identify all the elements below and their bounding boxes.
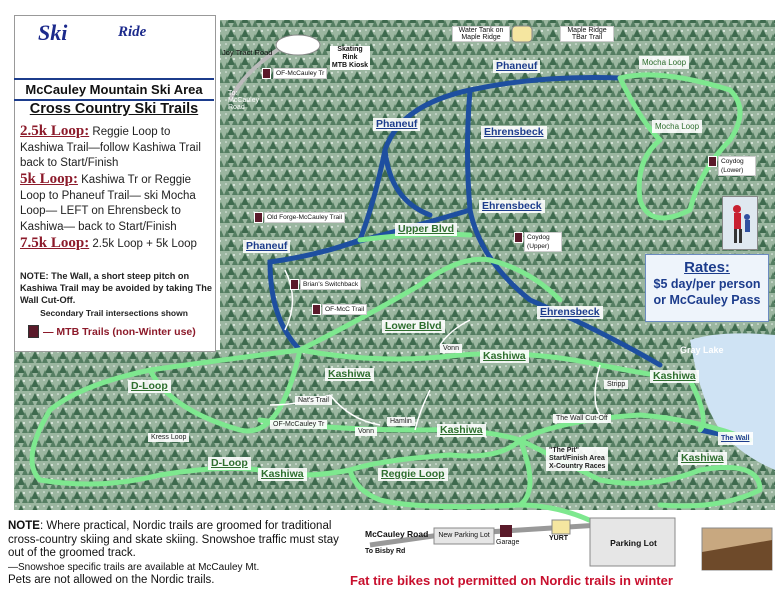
mtb-old-forge: Old Forge-McCauley Trail: [264, 212, 345, 223]
label-hamlin: Hamlin: [387, 417, 415, 426]
note-line3: Pets are not allowed on the Nordic trails.: [8, 574, 215, 586]
garage-shape: [500, 525, 512, 537]
label-new-parking: New Parking Lot: [438, 532, 490, 539]
label-yurt: YURT: [549, 535, 569, 542]
label-of-mccauley-tr: OF-McCauley Tr: [270, 420, 327, 429]
label-stripp: Stripp: [604, 380, 628, 389]
mtb-brians: Brian's Switchback: [300, 279, 361, 290]
loop-desc: Reggie Loop to Kashiwa Trail—follow Kashiwa Trail back to Start/Finish: [20, 126, 201, 169]
section-title: Cross Country Ski Trails: [29, 101, 199, 117]
label-nats-trail: Nat's Trail: [295, 396, 332, 405]
label-kashiwa-6: Kashiwa: [258, 468, 307, 481]
loop-2-5k: [20, 124, 210, 172]
note-label: NOTE: [8, 520, 40, 532]
label-mccauley-road: McCauley Road: [365, 529, 429, 539]
label-maple-ridge: Maple Ridge TBar Trail: [560, 26, 614, 42]
x-country-races: X-Country Races: [549, 463, 606, 470]
the-pit: "The Pit": [549, 447, 579, 454]
mtb-kiosk-text: MTB Kiosk: [331, 62, 369, 69]
secondary-note: Secondary Trail intersections shown: [40, 308, 188, 318]
rates-line2: or McCauley Pass: [653, 293, 761, 307]
loop-name: 5k Loop:: [20, 171, 78, 187]
label-start-finish: [546, 447, 608, 471]
start-finish-area: Start/Finish Area: [549, 455, 605, 462]
mtb-icon: [262, 68, 271, 79]
label-upper-blvd: Upper Blvd: [395, 223, 457, 236]
wall-note: NOTE: The Wall, a short steep pitch on Kashiwa Trail may be avoided by taking The Wall Cut-Off.: [20, 271, 212, 305]
label-joy-tract: Joy Tract Road: [222, 48, 273, 57]
label-skating-rink: [330, 46, 370, 70]
label-kress-loop: Kress Loop: [148, 433, 189, 442]
mtb-icon: [708, 156, 717, 167]
label-mocha-loop-2: Mocha Loop: [652, 120, 702, 133]
note-line2: —Snowshoe specific trails are available at McCauley Mt.: [8, 561, 260, 573]
label-phaneuf-top: Phaneuf: [493, 60, 540, 73]
label-ehrensbeck-3: Ehrensbeck: [537, 306, 603, 319]
loop-7-5k: [20, 236, 210, 253]
loop-name: 2.5k Loop:: [20, 123, 90, 139]
label-kashiwa-3: Kashiwa: [650, 370, 699, 383]
label-vonn-1: Vonn: [440, 344, 462, 353]
loop-desc: Kashiwa Tr or Reggie Loop to Phaneuf Trail— ski Mocha Loop— LEFT on Ehrensbeck to Kashiwa— back to Start/Finish: [20, 174, 196, 233]
label-phaneuf-mid: Phaneuf: [373, 118, 420, 131]
mtb-icon: [28, 325, 39, 338]
label-kashiwa-1: Kashiwa: [480, 350, 529, 363]
label-the-wall: The Wall: [718, 432, 753, 445]
skating-rink: [276, 35, 320, 55]
logo-ski: Ski: [38, 20, 68, 45]
skating-rink-text: Skating Rink: [337, 46, 363, 61]
note-line1: : Where practical, Nordic trails are groomed for traditional cross-country skiing and skate skiing. Snowshoe traffic must stay out of the groomed track.: [8, 520, 339, 559]
rates-box: [645, 254, 769, 322]
label-ehrensbeck-1: Ehrensbeck: [481, 126, 547, 139]
loop-name: 7.5k Loop:: [20, 235, 90, 251]
mtb-coydog-lower: Coydog (Lower): [718, 156, 756, 176]
label-vonn-2: Vonn: [355, 427, 377, 436]
grooming-note: [8, 520, 343, 588]
mtb-of-mc-trail: OF-McC Trail: [322, 304, 367, 315]
area-title: McCauley Mountain Ski Area: [14, 78, 214, 101]
mtb-icon: [254, 212, 263, 223]
mtb-legend: [28, 325, 196, 338]
rates-title: Rates:: [684, 259, 730, 276]
label-lower-blvd: Lower Blvd: [382, 320, 445, 333]
rates-line1: $5 day/per person: [653, 277, 761, 291]
water-tank: [512, 26, 532, 42]
label-parking-lot: Parking Lot: [610, 538, 657, 548]
logo-ride: Ride: [118, 24, 147, 40]
loop-5k: [20, 172, 210, 235]
logo: [18, 18, 210, 76]
label-gray-lake: Gray Lake: [680, 345, 724, 355]
fat-tire-warning: Fat tire bikes not permitted on Nordic trails in winter: [350, 573, 673, 588]
label-kashiwa-2: Kashiwa: [325, 368, 374, 381]
mtb-icon: [514, 232, 523, 243]
mtb-legend-text: — MTB Trails (non-Winter use): [43, 325, 196, 338]
label-reggie-loop: Reggie Loop: [378, 468, 448, 481]
label-to-bisby: To Bisby Rd: [365, 548, 406, 555]
label-to-mccauley: To: McCauley Road: [228, 90, 260, 111]
label-water-tank: Water Tank on Maple Ridge: [452, 26, 510, 42]
label-kashiwa-5: Kashiwa: [678, 452, 727, 465]
label-phaneuf-left: Phaneuf: [243, 240, 290, 253]
label-d-loop-2: D-Loop: [208, 457, 251, 470]
yurt-shape: [552, 520, 570, 534]
mtb-icon: [312, 304, 321, 315]
skier-photo: [722, 196, 758, 250]
label-kashiwa-4: Kashiwa: [437, 424, 486, 437]
label-d-loop-1: D-Loop: [128, 380, 171, 393]
mtb-icon: [290, 279, 299, 290]
label-mocha-loop-1: Mocha Loop: [639, 56, 689, 69]
label-wall-cutoff: The Wall Cut-Off: [553, 414, 611, 423]
mtb-of-mccauley-top: OF-McCauley Tr: [273, 68, 327, 79]
loop-desc: 2.5k Loop + 5k Loop: [92, 238, 197, 250]
mtb-coydog-upper: Coydog (Upper): [524, 232, 562, 252]
label-garage: Garage: [496, 539, 520, 546]
label-ehrensbeck-2: Ehrensbeck: [479, 200, 545, 213]
